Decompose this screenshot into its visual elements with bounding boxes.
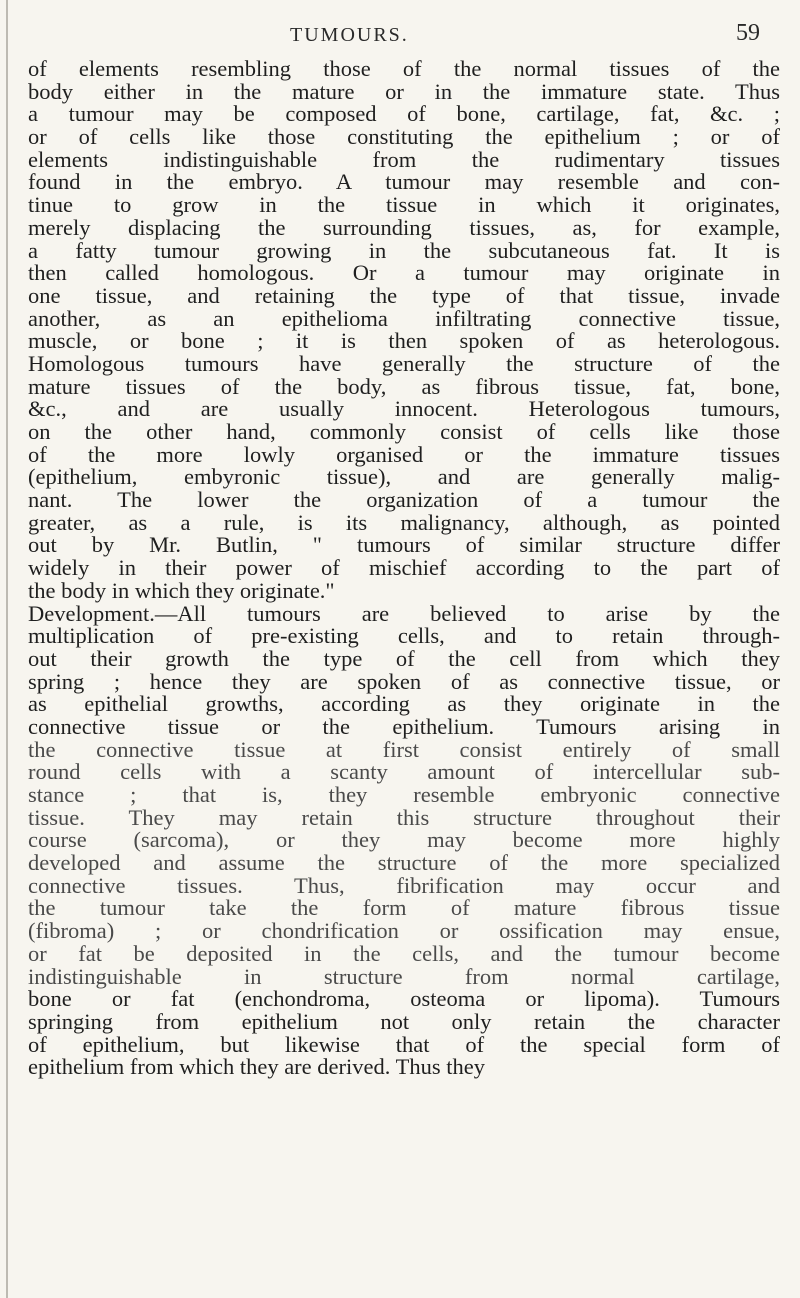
text-line: greater, as a rule, is its malignancy, although, as pointed (28, 509, 780, 535)
text-line: (fibroma) ; or chondrification or ossification may ensue, (28, 918, 780, 944)
text-line: a tumour may be composed of bone, cartilage, fat, &c. ; (28, 101, 780, 127)
running-head (0, 20, 800, 50)
text-line: muscle, or bone ; it is then spoken of as heterologous. (28, 328, 780, 354)
text-line: the connective tissue at first consist entirely of small (28, 736, 780, 762)
text-line: merely displacing the surrounding tissues, as, for example, (28, 214, 780, 240)
text-line: tinue to grow in the tissue in which it originates, (28, 192, 780, 218)
text-line: of the more lowly organised or the immature tissues (28, 441, 780, 467)
text-line: of elements resembling those of the normal tissues of the (28, 56, 780, 81)
body-text (28, 58, 780, 1079)
text-line: tissue. They may retain this structure throughout their (28, 804, 780, 830)
text-line: stance ; that is, they resemble embryonic connective (28, 782, 780, 807)
running-head-title: TUMOURS. (290, 24, 409, 46)
text-line: bone or fat (enchondroma, osteoma or lipoma). Tumours (28, 986, 780, 1012)
text-line: &c., and are usually innocent. Heterologous tumours, (28, 396, 780, 422)
text-line: then called homologous. Or a tumour may originate in (28, 260, 780, 286)
text-line: widely in their power of mischief according to the part of (28, 555, 780, 581)
text-line: of epithelium, but likewise that of the special form of (28, 1031, 780, 1057)
text-line: the tumour take the form of mature fibrous tissue (28, 895, 780, 921)
text-line: indistinguishable in structure from normal cartilage, (28, 963, 780, 989)
text-line: (epithelium, embyronic tissue), and are generally malig- (28, 464, 780, 490)
text-line: or fat be deposited in the cells, and the tumour become (28, 940, 780, 966)
text-line: springing from epithelium not only retain the character (28, 1008, 780, 1034)
text-line: course (sarcoma), or they may become more highly (28, 827, 780, 853)
text-line: round cells with a scanty amount of intercellular sub- (28, 759, 780, 785)
text-line: a fatty tumour growing in the subcutaneous fat. It is (28, 237, 780, 263)
text-line: out by Mr. Butlin, " tumours of similar structure differ (28, 532, 780, 558)
text-line: developed and assume the structure of the more specialized (28, 850, 780, 876)
text-line: as epithelial growths, according as they originate in the (28, 691, 780, 717)
text-line: found in the embryo. A tumour may resemble and con- (28, 169, 780, 195)
text-line: one tissue, and retaining the type of that tissue, invade (28, 282, 780, 308)
text-line: multiplication of pre-existing cells, and to retain through- (28, 623, 780, 649)
text-line: nant. The lower the organization of a tumour the (28, 487, 780, 513)
text-line: on the other hand, commonly consist of cells like those (28, 419, 780, 444)
text-line: or of cells like those constituting the epithelium ; or of (28, 124, 780, 150)
text-line: mature tissues of the body, as fibrous tissue, fat, bone, (28, 373, 780, 399)
text-line: out their growth the type of the cell from which they (28, 645, 780, 671)
text-line: epithelium from which they are derived. Thus they (28, 1054, 485, 1080)
text-line: elements indistinguishable from the rudimentary tissues (28, 146, 780, 172)
text-line: Homologous tumours have generally the structure of the (28, 350, 780, 376)
text-line: body either in the mature or in the immature state. Thus (28, 78, 780, 104)
text-line: connective tissue or the epithelium. Tumours arising in (28, 713, 780, 739)
text-line: spring ; hence they are spoken of as connective tissue, or (28, 668, 780, 694)
page-edge-rule (6, 0, 8, 1298)
section-heading-line: Development.—All tumours are believed to arise by the (28, 600, 780, 626)
text-line: connective tissues. Thus, fibrification may occur and (28, 872, 780, 898)
text-line: the body in which they originate." (28, 577, 335, 603)
text-line: another, as an epithelioma infiltrating connective tissue, (28, 305, 780, 331)
page-number: 59 (736, 20, 760, 46)
